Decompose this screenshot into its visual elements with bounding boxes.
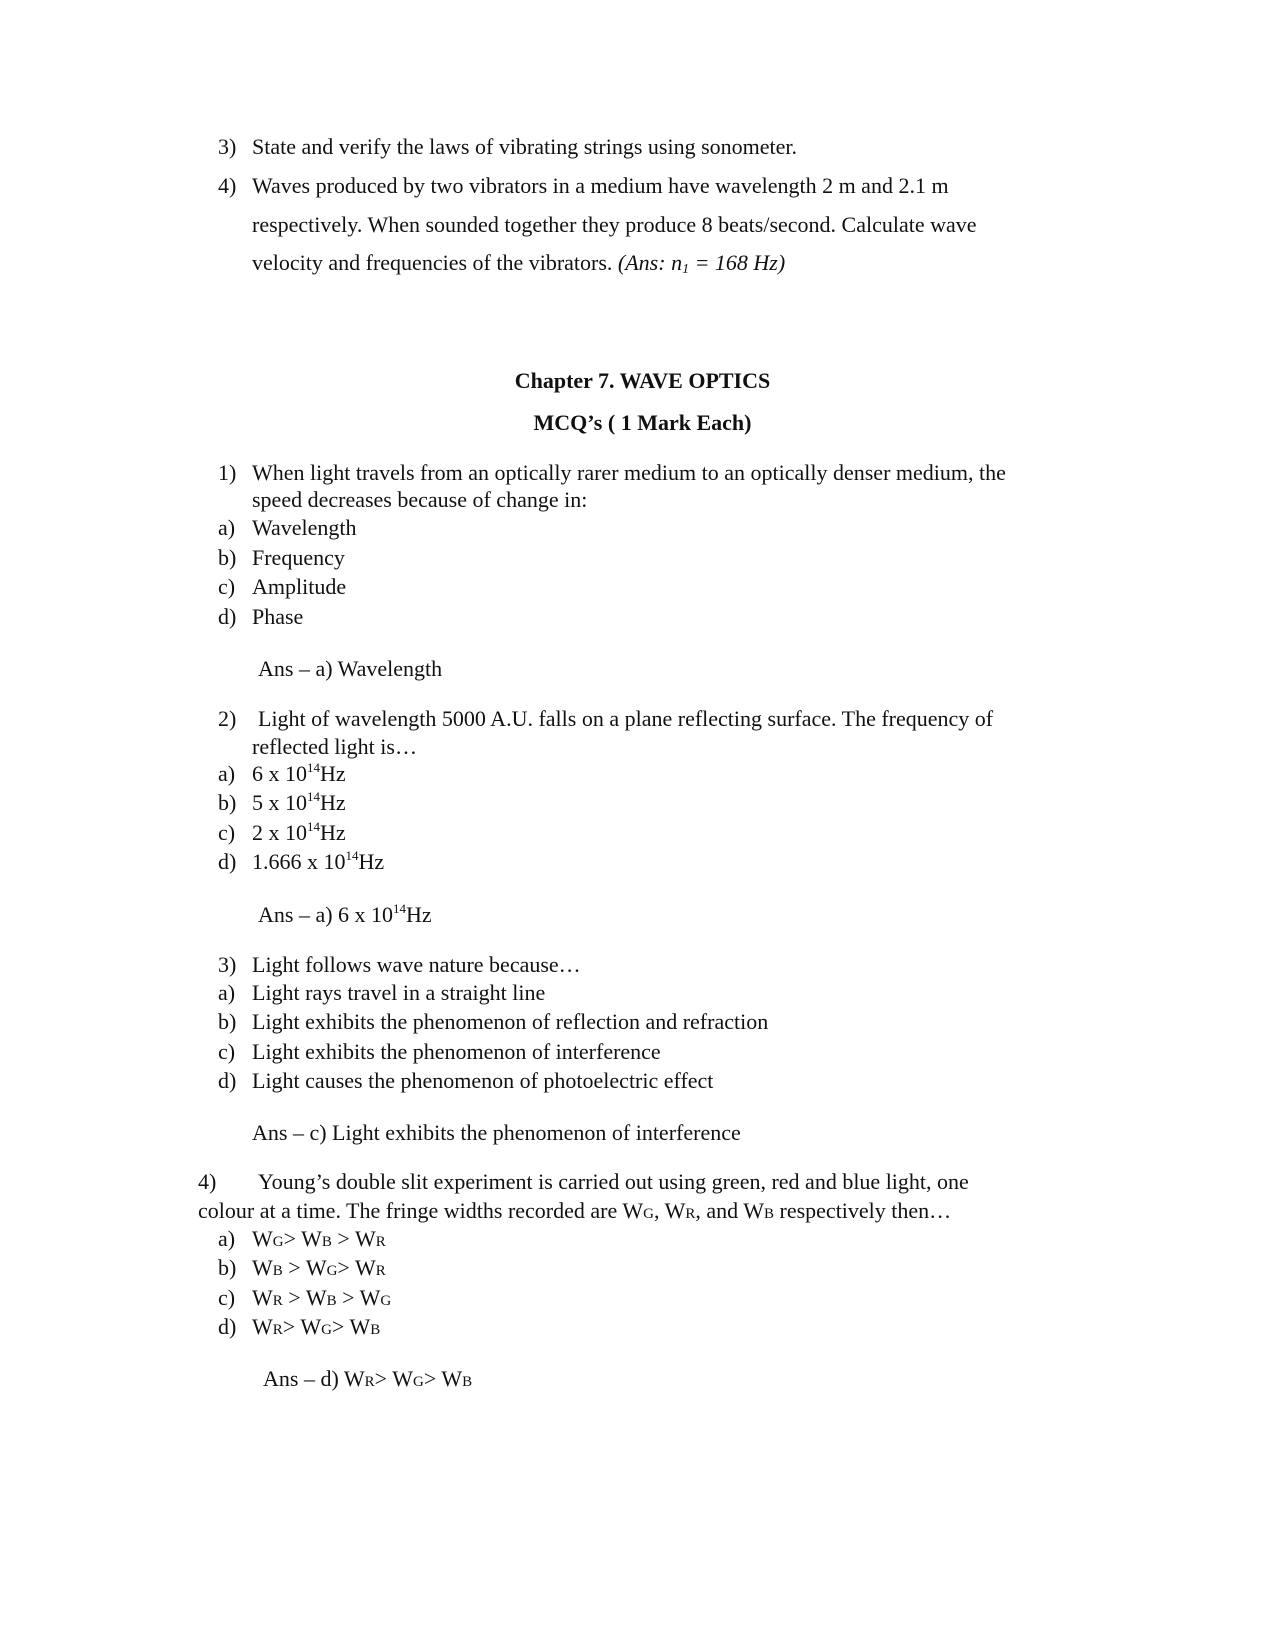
question-text: State and verify the laws of vibrating strings using sonometer.: [252, 134, 798, 159]
option-letter: c): [218, 820, 236, 845]
answer-hint: (Ans: $n_1 = 168$ Hz): [617, 250, 786, 277]
question-text-line: reflected light is…: [252, 734, 417, 759]
option-text: 1.666 x $10^{14}Hz$: [252, 848, 385, 874]
option-text: WB > WG> WR: [252, 1255, 386, 1280]
option-letter: c): [218, 1039, 236, 1064]
option-text: 6 x $10^{14}Hz$: [252, 760, 346, 786]
option-letter: a): [218, 1226, 236, 1251]
option-letter: c): [218, 1285, 236, 1310]
option-text: Light exhibits the phenomenon of reflection and refraction: [252, 1009, 769, 1034]
question-text-line: Light of wavelength 5000 A.U. falls on a plane reflecting surface. The frequency of: [258, 706, 994, 731]
option-text: Amplitude: [252, 574, 347, 599]
option-letter: b): [218, 1255, 237, 1280]
question-text: Light follows wave nature because…: [252, 952, 581, 977]
question-number: 3): [218, 134, 237, 159]
question-text-line: speed decreases because of change in:: [252, 487, 588, 512]
answer-text: Ans – c) Light exhibits the phenomenon of interference: [252, 1120, 741, 1145]
question-number: 1): [218, 460, 237, 485]
option-letter: d): [218, 849, 237, 874]
question-number: 2): [218, 706, 237, 731]
option-text: WR > WB > WG: [252, 1285, 392, 1310]
question-number: 4): [198, 1169, 217, 1194]
option-letter: a): [218, 761, 236, 786]
option-letter: a): [218, 980, 236, 1005]
option-text: Light causes the phenomenon of photoelectric effect: [252, 1068, 714, 1093]
answer-text: Ans – a) 6 x $10^{14}Hz$: [258, 901, 432, 927]
option-letter: c): [218, 574, 236, 599]
question-number: 3): [218, 952, 237, 977]
question-text-line: Young’s double slit experiment is carried out using green, red and blue light, one: [258, 1169, 969, 1194]
question-text: velocity and frequencies of the vibrators.: [252, 250, 613, 275]
option-text: 5 x $10^{14}Hz$: [252, 789, 346, 815]
option-text: WR> WG> WB: [252, 1314, 381, 1339]
question-number: 4): [218, 173, 237, 198]
option-text: Light rays travel in a straight line: [252, 980, 546, 1005]
option-letter: b): [218, 790, 237, 815]
answer-text: Ans – a) Wavelength: [258, 656, 443, 681]
question-text-line: respectively. When sounded together they produce 8 beats/second. Calculate wave: [252, 212, 977, 237]
option-text: Wavelength: [252, 515, 357, 540]
option-letter: b): [218, 545, 237, 570]
question-text-line: [252, 249, 785, 277]
option-text: Light exhibits the phenomenon of interference: [252, 1039, 661, 1064]
option-text: 2 x $10^{14}Hz$: [252, 819, 346, 845]
question-text-line: colour at a time. The fringe widths recorded are WG, WR, and WB respectively then…: [198, 1198, 952, 1223]
option-text: Phase: [252, 604, 304, 629]
option-letter: b): [218, 1009, 237, 1034]
answer-text: Ans – d) WR> WG> WB: [263, 1366, 473, 1391]
option-letter: d): [218, 604, 237, 629]
option-text: Frequency: [252, 545, 345, 570]
question-text-line: When light travels from an optically rarer medium to an optically denser medium, the: [252, 460, 1006, 485]
chapter-title: Chapter 7. WAVE OPTICS: [514, 368, 771, 393]
question-text-line: Waves produced by two vibrators in a medium have wavelength 2 m and 2.1 m: [252, 173, 949, 198]
option-letter: d): [218, 1314, 237, 1339]
option-letter: a): [218, 515, 236, 540]
option-letter: d): [218, 1068, 237, 1093]
section-subtitle: MCQ’s ( 1 Mark Each): [533, 410, 752, 435]
option-text: WG> WB > WR: [252, 1226, 386, 1251]
